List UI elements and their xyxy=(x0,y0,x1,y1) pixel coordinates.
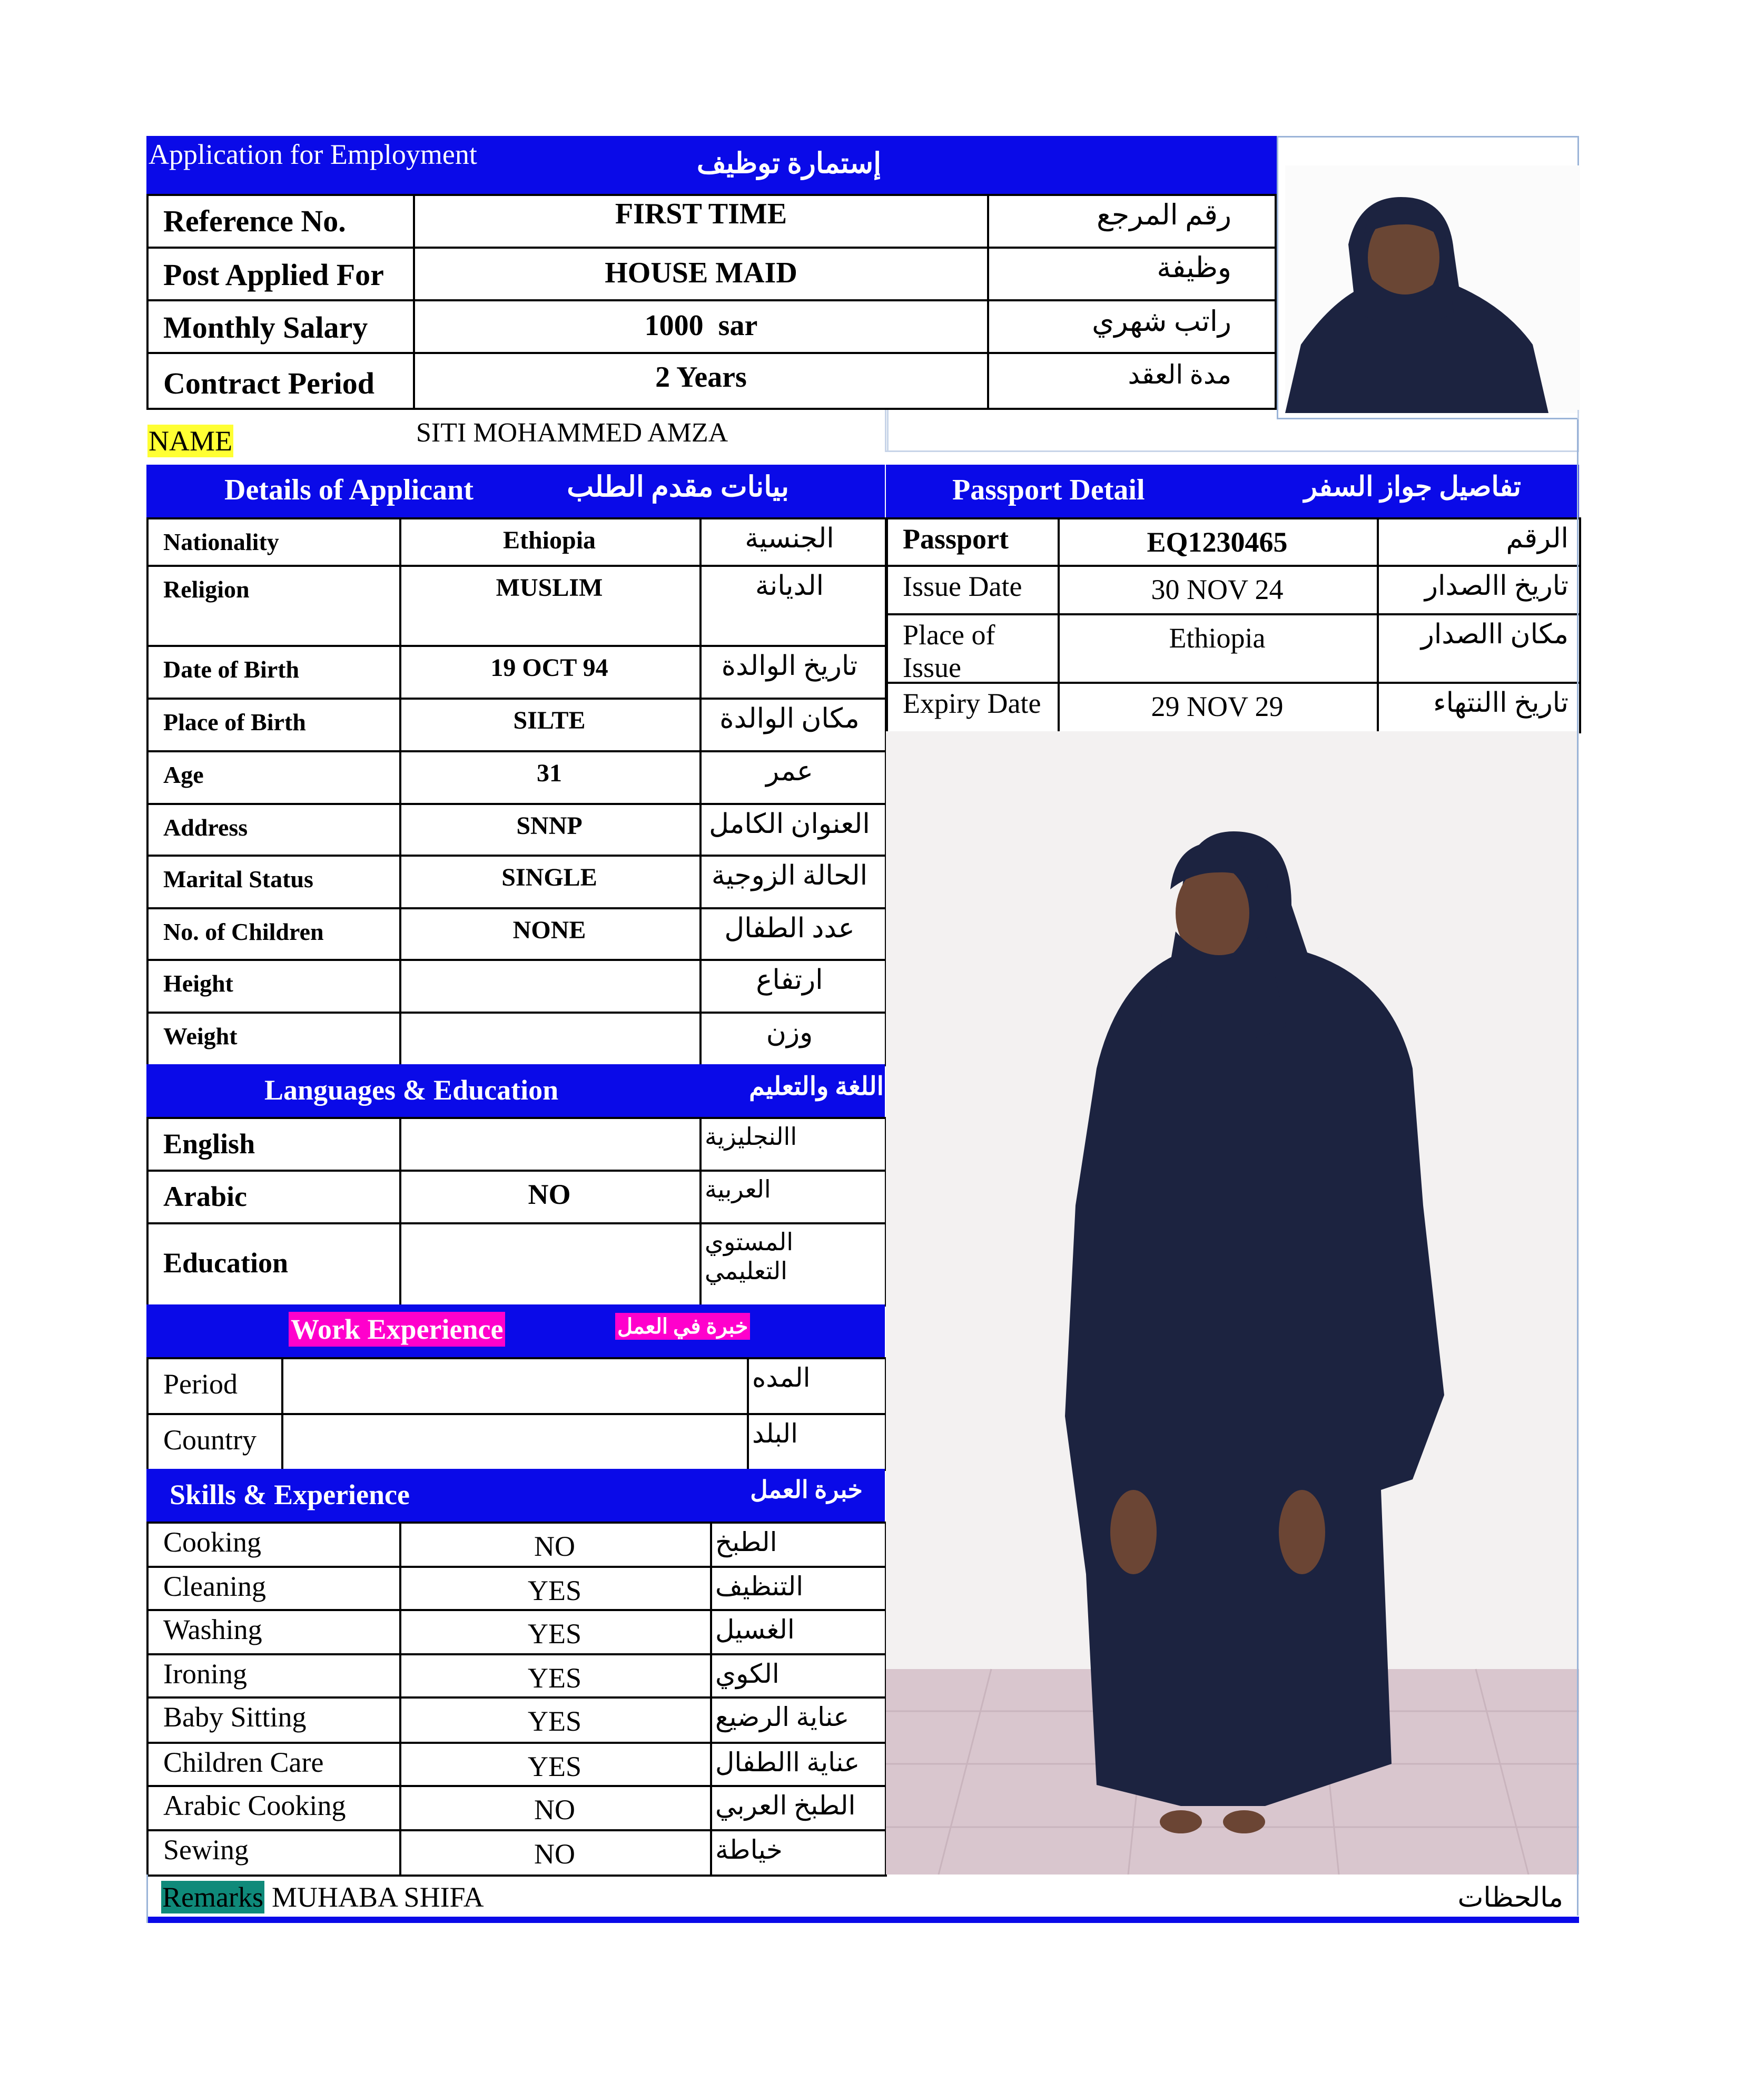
passport-row-label-ar: مكان االصدار xyxy=(1420,620,1568,650)
details-row-label-ar: الديانة xyxy=(755,571,824,601)
post-value: HOUSE MAID xyxy=(605,257,797,289)
passport-title-ar: تفاصيل جواز السفر xyxy=(1304,472,1521,502)
details-title-en: Details of Applicant xyxy=(224,474,473,506)
passport-row-value: EQ1230465 xyxy=(1147,526,1288,558)
skills-row-label: Sewing xyxy=(163,1834,249,1866)
remarks-label-ar: مالحظات xyxy=(1457,1883,1563,1913)
languages-row-value: NO xyxy=(528,1179,571,1210)
languages-row-label-ar: المستوي التعليمي xyxy=(705,1229,794,1285)
post-label-ar: وظيفة xyxy=(1157,252,1231,283)
form-title-ar: إستمارة توظيف xyxy=(696,148,882,179)
skills-row-label-ar: الطبخ العربي xyxy=(715,1791,856,1820)
name-label: NAME xyxy=(149,425,232,457)
remarks-value: MUHABA SHIFA xyxy=(272,1881,484,1913)
skills-row-label-ar: الطبخ xyxy=(715,1527,777,1557)
details-row-label: Marital Status xyxy=(163,866,313,892)
salary-label: Monthly Salary xyxy=(163,310,368,345)
skills-row-label: Baby Sitting xyxy=(163,1701,307,1733)
details-row-label-ar: عمر xyxy=(766,757,813,787)
contract-value: 2 Years xyxy=(655,361,747,394)
work-title-en: Work Experience xyxy=(289,1312,505,1347)
reference-label: Reference No. xyxy=(163,204,346,238)
details-row-value: SILTE xyxy=(513,706,586,734)
skills-row-label: Cooking xyxy=(163,1526,262,1558)
details-row-label: No. of Children xyxy=(163,918,324,945)
skills-row-label: Arabic Cooking xyxy=(163,1790,346,1821)
application-form xyxy=(146,136,1579,1922)
passport-row-label-ar: تاريخ االصدار xyxy=(1424,571,1568,601)
details-row-value: MUSLIM xyxy=(496,574,603,602)
languages-row-label: Arabic xyxy=(163,1181,247,1212)
name-value: SITI MOHAMMED AMZA xyxy=(416,418,728,448)
bottom-rule xyxy=(146,1917,1579,1923)
skills-row-label-ar: الغسيل xyxy=(715,1615,795,1644)
passport-row-label: Expiry Date xyxy=(903,688,1041,719)
skills-row-label: Children Care xyxy=(163,1746,324,1778)
skills-title-en: Skills & Experience xyxy=(170,1479,410,1510)
details-row-label: Nationality xyxy=(163,528,279,555)
skills-row-label-ar: الكوي xyxy=(715,1659,780,1689)
skills-row-value: YES xyxy=(527,1751,581,1782)
details-row-value: 19 OCT 94 xyxy=(490,654,608,682)
details-row-label-ar: عدد الطفال xyxy=(724,914,855,944)
skills-title-ar: خبرة العمل xyxy=(750,1476,863,1503)
passport-title-en: Passport Detail xyxy=(952,474,1145,506)
passport-row-value: 29 NOV 29 xyxy=(1151,691,1284,722)
work-row-label: Period xyxy=(163,1368,238,1400)
languages-title-en: Languages & Education xyxy=(264,1074,559,1106)
passport-row-label: Passport xyxy=(903,523,1009,555)
details-row-label-ar: تاريخ الوالدة xyxy=(721,651,858,681)
details-row-label: Address xyxy=(163,814,248,841)
passport-row-label-ar: تاريخ االنتهاء xyxy=(1433,688,1568,718)
skills-row-label-ar: عناية الرضيع xyxy=(715,1702,850,1732)
form-title-en: Application for Employment xyxy=(149,139,477,170)
work-row-label: Country xyxy=(163,1424,257,1456)
details-row-value: 31 xyxy=(537,759,562,787)
applicant-headshot xyxy=(1285,165,1580,413)
details-row-label: Height xyxy=(163,970,233,997)
skills-row-value: YES xyxy=(527,1662,581,1694)
details-row-label: Religion xyxy=(163,576,250,603)
remarks-label: Remarks xyxy=(162,1881,263,1913)
details-row-value: Ethiopia xyxy=(502,526,596,554)
details-row-label: Place of Birth xyxy=(163,709,306,735)
reference-value: FIRST TIME xyxy=(615,198,787,230)
passport-row-label: Issue Date xyxy=(903,571,1022,602)
skills-row-value: YES xyxy=(527,1575,581,1606)
details-row-label-ar: مكان الوالدة xyxy=(719,704,860,734)
details-row-label: Weight xyxy=(163,1023,238,1049)
post-label: Post Applied For xyxy=(163,258,384,292)
passport-row-value: Ethiopia xyxy=(1169,622,1266,654)
skills-row-value: NO xyxy=(534,1530,575,1562)
skills-row-value: YES xyxy=(527,1705,581,1737)
skills-row-label-ar: خياطة xyxy=(715,1835,783,1865)
contract-label-ar: مدة العقد xyxy=(1128,360,1231,389)
details-row-label-ar: ارتفاع xyxy=(756,965,823,995)
skills-row-label: Ironing xyxy=(163,1658,247,1690)
passport-row-label: Place of Issue xyxy=(903,619,995,684)
details-title-ar: بيانات مقدم الطلب xyxy=(567,471,789,503)
details-row-label: Age xyxy=(163,761,204,788)
details-row-value: SNNP xyxy=(516,812,583,840)
details-row-label-ar: وزن xyxy=(766,1018,813,1048)
languages-row-label: English xyxy=(163,1128,255,1160)
languages-row-label-ar: العربية xyxy=(705,1176,771,1203)
languages-row-label: Education xyxy=(163,1247,289,1279)
skills-row-value: YES xyxy=(527,1618,581,1650)
work-row-label-ar: البلد xyxy=(752,1419,798,1448)
work-header xyxy=(146,1304,885,1357)
languages-row-label-ar: االنجليزية xyxy=(705,1123,797,1150)
work-row-label-ar: المده xyxy=(752,1363,811,1392)
details-row-label-ar: العنوان الكامل xyxy=(709,809,870,839)
skills-row-label-ar: عناية االطفال xyxy=(715,1748,860,1777)
details-row-label: Date of Birth xyxy=(163,656,300,683)
skills-row-label: Washing xyxy=(163,1614,262,1645)
applicant-full-photo xyxy=(886,731,1579,1875)
skills-row-label-ar: التنظيف xyxy=(715,1572,804,1601)
details-row-label-ar: الحالة الزوجية xyxy=(711,861,868,891)
salary-value: 1000 sar xyxy=(644,309,758,342)
passport-row-label-ar: الرقم xyxy=(1506,524,1568,554)
reference-label-ar: رقم المرجع xyxy=(1097,199,1231,231)
skills-row-value: NO xyxy=(534,1838,575,1870)
salary-label-ar: راتب شهري xyxy=(1092,306,1231,337)
passport-row-value: 30 NOV 24 xyxy=(1151,574,1284,605)
skills-row-value: NO xyxy=(534,1794,575,1826)
work-title-ar: خبرة في العمل xyxy=(615,1313,750,1340)
details-row-value: NONE xyxy=(512,916,586,944)
languages-title-ar: اللغة والتعليم xyxy=(749,1073,884,1101)
details-row-value: SINGLE xyxy=(501,863,597,891)
contract-label: Contract Period xyxy=(163,366,375,400)
details-row-label-ar: الجنسية xyxy=(745,524,834,554)
skills-row-label: Cleaning xyxy=(163,1571,266,1602)
